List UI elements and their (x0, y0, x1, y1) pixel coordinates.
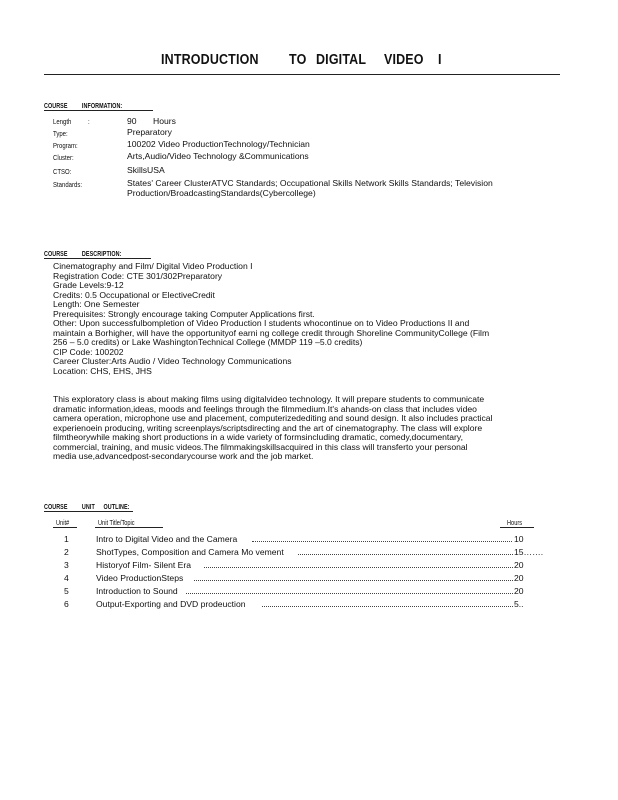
unit-row (0, 560, 618, 572)
unit-number: 6 (64, 599, 69, 609)
info-value-ctso: SkillsUSA (127, 165, 165, 175)
unit-row (0, 534, 618, 546)
course-description-details (53, 262, 573, 376)
info-label-ctso: CTSO: (53, 167, 72, 176)
unit-hours: 5.. (514, 599, 524, 609)
info-value-length: 90 (127, 116, 137, 126)
description-line: Prerequisites: Strongly encourage taking Computer Applications first. (53, 308, 315, 319)
description-line: Grade Levels:9-12 (53, 280, 124, 290)
unit-row (0, 599, 618, 611)
unit-number: 3 (64, 560, 69, 570)
unit-row (0, 547, 618, 559)
info-value-program: 100202 Video ProductionTechnology/Technician (127, 139, 310, 149)
info-label-length: Length (53, 117, 72, 126)
course-description-paragraph (53, 395, 573, 462)
unit-hours: 10 (514, 534, 524, 544)
info-value-cluster: Arts,Audio/Video Technology &Communications (127, 151, 309, 161)
info-unit-length: Hours (153, 116, 176, 126)
unit-row (0, 586, 618, 598)
unit-title: Introduction to Sound (96, 586, 178, 596)
column-header-hours-rule (500, 527, 534, 528)
unit-hours: 15……. (514, 547, 544, 557)
description-line: Other: Upon successfulbompletion of Video Production I students whocontinue on to Video Productions II and (53, 318, 470, 328)
title-word-3: DIGITAL (316, 52, 367, 68)
description-line: Career Cluster:Arts Audio / Video Technology Communications (53, 356, 292, 366)
paragraph-line: commercial, training, and music videos.The filmmakingskillsacquired in this class will transferto your personal (53, 441, 468, 452)
paragraph-line: camera operation, microphone use and placement, computerizedediting and sound design. It also includes practical (53, 413, 493, 423)
dot-leader (204, 567, 513, 568)
info-sep-length: : (88, 117, 90, 126)
column-header-unit-title: Unit Title/Topic (98, 518, 135, 527)
dot-leader (186, 593, 513, 594)
description-line: Credits: 0.5 Occupational or ElectiveCredit (53, 289, 215, 300)
paragraph-line: experienoein producing, writing screenplays/scriptsdirecting and the art of cinematography. The class will explore (53, 422, 483, 433)
course-description-heading-rule (44, 258, 151, 259)
description-line: Length: One Semester (53, 299, 140, 309)
description-line: Registration Code: CTE 301/302Preparatory (53, 270, 223, 281)
info-value-standards-line2: Production/BroadcastingStandards(Cybercollege) (127, 188, 316, 198)
unit-row (0, 573, 618, 585)
title-word-1: INTRODUCTION (161, 52, 259, 68)
unit-number: 5 (64, 586, 69, 596)
description-line: CIP Code: 100202 (53, 346, 124, 357)
column-header-unit-number-rule (53, 527, 77, 528)
title-word-4: VIDEO (384, 52, 424, 68)
unit-title: ShotTypes, Composition and Camera Mo vement (96, 547, 284, 557)
unit-number: 4 (64, 573, 69, 583)
dot-leader (298, 554, 513, 555)
description-line: Cinematography and Film/ Digital Video Production I (53, 261, 253, 271)
unit-hours: 20 (514, 573, 524, 583)
dot-leader (252, 541, 512, 542)
unit-title: Historyof Film- Silent Era (96, 560, 192, 570)
unit-title: Video ProductionSteps (96, 573, 184, 583)
unit-number: 2 (64, 547, 69, 557)
paragraph-line: This exploratory class is about making films using digitalvideo technology. It will prepare students to communicate (53, 394, 485, 404)
course-information-heading: COURSE INFORMATION: (44, 101, 123, 110)
description-line: 256 – 5.0 credits) or Lake WashingtonTechnical College (MMDP 119 –5.0 credits) (53, 337, 363, 347)
column-header-unit-title-rule (95, 527, 163, 528)
info-value-type: Preparatory (127, 127, 172, 137)
column-header-unit-number: Unit# (56, 518, 70, 527)
course-description-heading: COURSE DESCRIPTION: (44, 249, 122, 258)
column-header-hours: Hours (507, 518, 523, 527)
unit-outline-list (0, 534, 618, 614)
unit-title: Intro to Digital Video and the Camera (96, 534, 238, 544)
paragraph-line: dramatic information,ideas, moods and feelings through the filmmedium.It's ahands-on class that includes video (53, 403, 477, 414)
title-word-5: I (438, 52, 442, 68)
paragraph-line: filmtheorywhile making short productions in a wide variety of formsincluding dramatic, comedy,documentary, (53, 432, 463, 442)
title-word-2: TO (289, 52, 307, 68)
unit-hours: 20 (514, 560, 524, 570)
course-unit-outline-heading-rule (44, 511, 133, 512)
description-line: Location: CHS, EHS, JHS (53, 365, 152, 376)
course-unit-outline-heading: COURSE UNIT OUTLINE: (44, 502, 130, 511)
info-label-standards: Standards: (53, 180, 83, 189)
info-value-standards-line1: States' Career ClusterATVC Standards; Occupational Skills Network Skills Standards; Television (127, 178, 493, 188)
info-label-type: Type: (53, 129, 68, 138)
paragraph-line: media use,advancedpost-secondarycourse work and the job market. (53, 451, 314, 461)
unit-number: 1 (64, 534, 69, 544)
unit-title: Output-Exporting and DVD prodeuction (96, 599, 246, 609)
dot-leader (194, 580, 513, 581)
info-label-program: Program: (53, 141, 78, 150)
unit-hours: 20 (514, 586, 524, 596)
description-line: maintain a Borhigher, will have the opportunityof earni ng college credit through Shoreline CommunityCollege (Film (53, 327, 490, 338)
info-label-cluster: Cluster: (53, 153, 74, 162)
dot-leader (262, 606, 513, 607)
